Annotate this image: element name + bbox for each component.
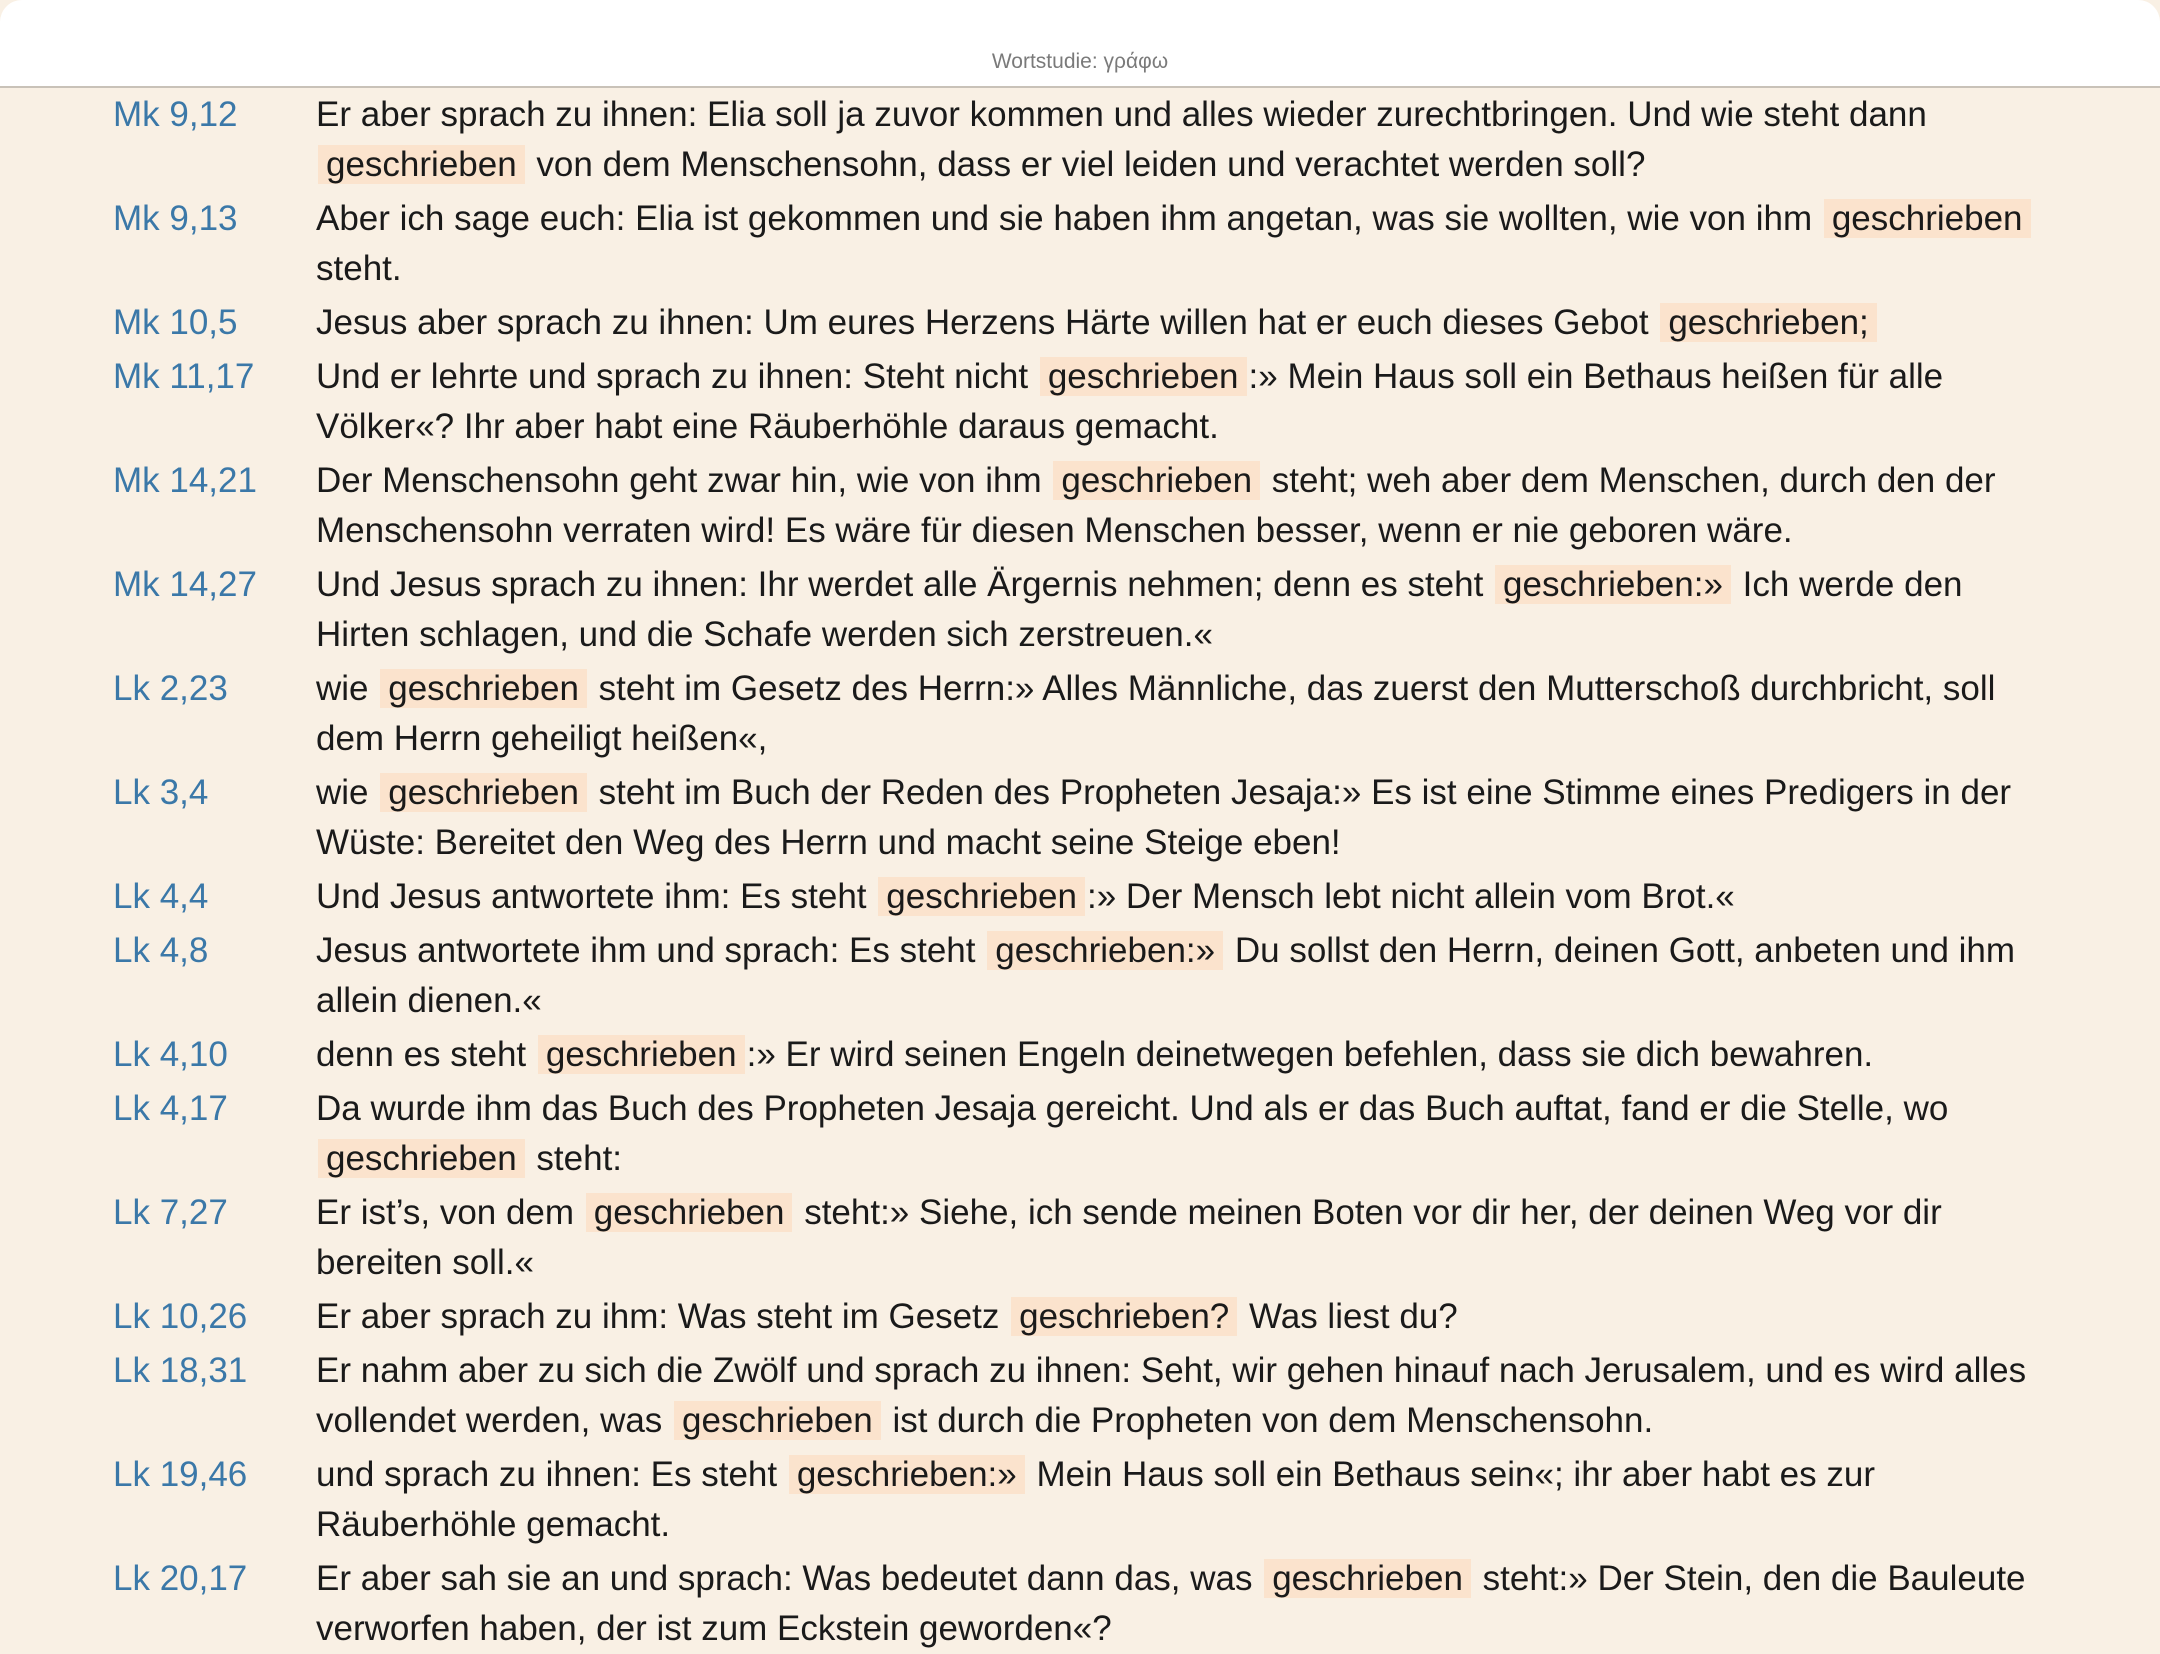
verse-text-after: steht im Buch der Reden des Propheten Jesaja:» Es ist eine Stimme eines Predigers in der Wüste: Bereitet den Weg des Herrn und macht seine Steige eben! bbox=[316, 773, 2012, 862]
verse-entry bbox=[0, 664, 2160, 764]
verse-text bbox=[316, 664, 2040, 764]
verse-text-before: denn es steht bbox=[316, 1035, 536, 1074]
verse-text bbox=[316, 194, 2040, 294]
highlighted-search-term[interactable]: geschrieben bbox=[1264, 1559, 1471, 1598]
verse-text-before: wie bbox=[316, 773, 379, 812]
verse-text-before: Und er lehrte und sprach zu ihnen: Steht nicht bbox=[316, 357, 1038, 396]
verse-text-after: steht. bbox=[316, 249, 402, 288]
verse-text-before: Da wurde ihm das Buch des Propheten Jesaja gereicht. Und als er das Buch auftat, fand er die Stelle, wo bbox=[316, 1089, 1949, 1128]
verse-reference-link[interactable]: Lk 18,31 bbox=[113, 1351, 248, 1390]
verse-reference-link[interactable]: Mk 11,17 bbox=[113, 357, 255, 396]
verse-reference-link[interactable]: Mk 14,21 bbox=[113, 461, 257, 500]
verse-text-before: Jesus aber sprach zu ihnen: Um eures Herzens Härte willen hat er euch dieses Gebot bbox=[316, 303, 1659, 342]
verse-text-before: wie bbox=[316, 669, 379, 708]
verse-reference-link[interactable]: Mk 9,12 bbox=[113, 95, 238, 134]
highlighted-search-term[interactable]: geschrieben bbox=[878, 877, 1085, 916]
verse-text-after: :» Er wird seinen Engeln deinetwegen befehlen, dass sie dich bewahren. bbox=[746, 1035, 1874, 1074]
verse-reference-link[interactable]: Lk 2,23 bbox=[113, 669, 228, 708]
verse-reference-link[interactable]: Mk 14,27 bbox=[113, 565, 257, 604]
verse-reference-link[interactable]: Mk 10,5 bbox=[113, 303, 238, 342]
verse-text bbox=[316, 1346, 2040, 1446]
verse-text-before: und sprach zu ihnen: Es steht bbox=[316, 1455, 787, 1494]
window-titlebar bbox=[0, 0, 2160, 88]
highlighted-search-term[interactable]: geschrieben:» bbox=[789, 1455, 1025, 1494]
verse-text-before: Er aber sprach zu ihnen: Elia soll ja zuvor kommen und alles wieder zurechtbringen. Und wie steht dann bbox=[316, 95, 1927, 134]
verse-text-before: Der Menschensohn geht zwar hin, wie von ihm bbox=[316, 461, 1052, 500]
highlighted-search-term[interactable]: geschrieben bbox=[1824, 199, 2031, 238]
verse-text-after: Du sollst den Herrn, deinen Gott, anbeten und ihm allein dienen.« bbox=[316, 931, 2016, 1020]
verse-text-after: steht: bbox=[526, 1139, 623, 1178]
verse-text-before: Aber ich sage euch: Elia ist gekommen und sie haben ihm angetan, was sie wollten, wie von ihm bbox=[316, 199, 1822, 238]
verse-entry bbox=[0, 1346, 2160, 1446]
verse-text bbox=[316, 872, 2040, 922]
verse-entry bbox=[0, 926, 2160, 1026]
verse-text-before: Er aber sprach zu ihm: Was steht im Gesetz bbox=[316, 1297, 1010, 1336]
verse-text bbox=[316, 456, 2040, 556]
verse-entry bbox=[0, 194, 2160, 294]
highlighted-search-term[interactable]: geschrieben bbox=[1053, 461, 1260, 500]
verse-text bbox=[316, 1084, 2040, 1184]
verse-reference-link[interactable]: Lk 10,26 bbox=[113, 1297, 248, 1336]
verse-entry bbox=[0, 298, 2160, 348]
verse-entry bbox=[0, 1030, 2160, 1080]
verse-text bbox=[316, 560, 2040, 660]
verse-text-after: ist durch die Propheten von dem Menschensohn. bbox=[882, 1401, 1654, 1440]
verse-text bbox=[316, 926, 2040, 1026]
verse-reference-link[interactable]: Lk 4,10 bbox=[113, 1035, 228, 1074]
highlighted-search-term[interactable]: geschrieben; bbox=[1660, 303, 1876, 342]
highlighted-search-term[interactable]: geschrieben:» bbox=[1495, 565, 1731, 604]
verse-entry bbox=[0, 1450, 2160, 1550]
highlighted-search-term[interactable]: geschrieben bbox=[538, 1035, 745, 1074]
verse-reference-link[interactable]: Lk 4,8 bbox=[113, 931, 209, 970]
highlighted-search-term[interactable]: geschrieben bbox=[380, 669, 587, 708]
highlighted-search-term[interactable]: geschrieben bbox=[674, 1401, 881, 1440]
verse-entry bbox=[0, 768, 2160, 868]
verse-text-after: von dem Menschensohn, dass er viel leiden und verachtet werden soll? bbox=[526, 145, 1646, 184]
verse-text bbox=[316, 1450, 2040, 1550]
verse-entry bbox=[0, 456, 2160, 556]
verse-text-after: Mein Haus soll ein Bethaus sein«; ihr aber habt es zur Räuberhöhle gemacht. bbox=[316, 1455, 1875, 1544]
highlighted-search-term[interactable]: geschrieben bbox=[318, 145, 525, 184]
verse-entry bbox=[0, 90, 2160, 190]
verse-text-before: Und Jesus sprach zu ihnen: Ihr werdet alle Ärgernis nehmen; denn es steht bbox=[316, 565, 1494, 604]
verse-text-before: Jesus antwortete ihm und sprach: Es steht bbox=[316, 931, 986, 970]
verse-reference-link[interactable]: Lk 19,46 bbox=[113, 1455, 248, 1494]
verse-text bbox=[316, 768, 2040, 868]
verse-text bbox=[316, 1292, 2040, 1342]
highlighted-search-term[interactable]: geschrieben bbox=[318, 1139, 525, 1178]
verse-reference-link[interactable]: Lk 3,4 bbox=[113, 773, 209, 812]
verse-text-after: Ich werde den Hirten schlagen, und die Schafe werden sich zerstreuen.« bbox=[316, 565, 1963, 654]
verse-text-before: Er ist’s, von dem bbox=[316, 1193, 584, 1232]
verse-entry bbox=[0, 1188, 2160, 1288]
verse-entry bbox=[0, 1084, 2160, 1184]
verse-reference-link[interactable]: Lk 4,17 bbox=[113, 1089, 228, 1128]
verse-text bbox=[316, 1188, 2040, 1288]
verse-text-after: Was liest du? bbox=[1239, 1297, 1458, 1336]
highlighted-search-term[interactable]: geschrieben:» bbox=[987, 931, 1223, 970]
verse-text-after: steht; weh aber dem Menschen, durch den der Menschensohn verraten wird! Es wäre für diesen Menschen besser, wenn er nie geboren wäre. bbox=[316, 461, 1996, 550]
verse-reference-link[interactable]: Lk 4,4 bbox=[113, 877, 209, 916]
verse-entry bbox=[0, 1292, 2160, 1342]
verse-text bbox=[316, 1030, 2040, 1080]
highlighted-search-term[interactable]: geschrieben bbox=[380, 773, 587, 812]
verse-text-after: steht:» Der Stein, den die Bauleute verworfen haben, der ist zum Eckstein geworden«? bbox=[316, 1559, 2026, 1648]
verse-entry bbox=[0, 1554, 2160, 1654]
verse-text bbox=[316, 298, 2040, 348]
verse-entry bbox=[0, 872, 2160, 922]
window-title: Wortstudie: γράφω bbox=[991, 50, 1169, 73]
verse-text bbox=[316, 90, 2040, 190]
highlighted-search-term[interactable]: geschrieben? bbox=[1011, 1297, 1237, 1336]
verse-text-after: :» Mein Haus soll ein Bethaus heißen für alle Völker«? Ihr aber habt eine Räuberhöhle daraus gemacht. bbox=[316, 357, 1944, 446]
verse-list[interactable] bbox=[0, 90, 2160, 1648]
verse-text-before: Er nahm aber zu sich die Zwölf und sprach zu ihnen: Seht, wir gehen hinauf nach Jerusalem, und es wird alles vollendet werden, was bbox=[316, 1351, 2027, 1440]
verse-entry bbox=[0, 560, 2160, 660]
verse-text-before: Und Jesus antwortete ihm: Es steht bbox=[316, 877, 877, 916]
verse-text-after: steht:» Siehe, ich sende meinen Boten vor dir her, der deinen Weg vor dir bereiten soll.« bbox=[316, 1193, 1942, 1282]
verse-text bbox=[316, 352, 2040, 452]
verse-text-after: :» Der Mensch lebt nicht allein vom Brot.« bbox=[1086, 877, 1735, 916]
verse-reference-link[interactable]: Lk 7,27 bbox=[113, 1193, 228, 1232]
verse-text-before: Er aber sah sie an und sprach: Was bedeutet dann das, was bbox=[316, 1559, 1263, 1598]
highlighted-search-term[interactable]: geschrieben bbox=[586, 1193, 793, 1232]
verse-text bbox=[316, 1554, 2040, 1654]
verse-reference-link[interactable]: Lk 20,17 bbox=[113, 1559, 248, 1598]
highlighted-search-term[interactable]: geschrieben bbox=[1040, 357, 1247, 396]
verse-entry bbox=[0, 352, 2160, 452]
verse-reference-link[interactable]: Mk 9,13 bbox=[113, 199, 238, 238]
verse-text-after: steht im Gesetz des Herrn:» Alles Männliche, das zuerst den Mutterschoß durchbricht, soll dem Herrn geheiligt heißen«, bbox=[316, 669, 1996, 758]
